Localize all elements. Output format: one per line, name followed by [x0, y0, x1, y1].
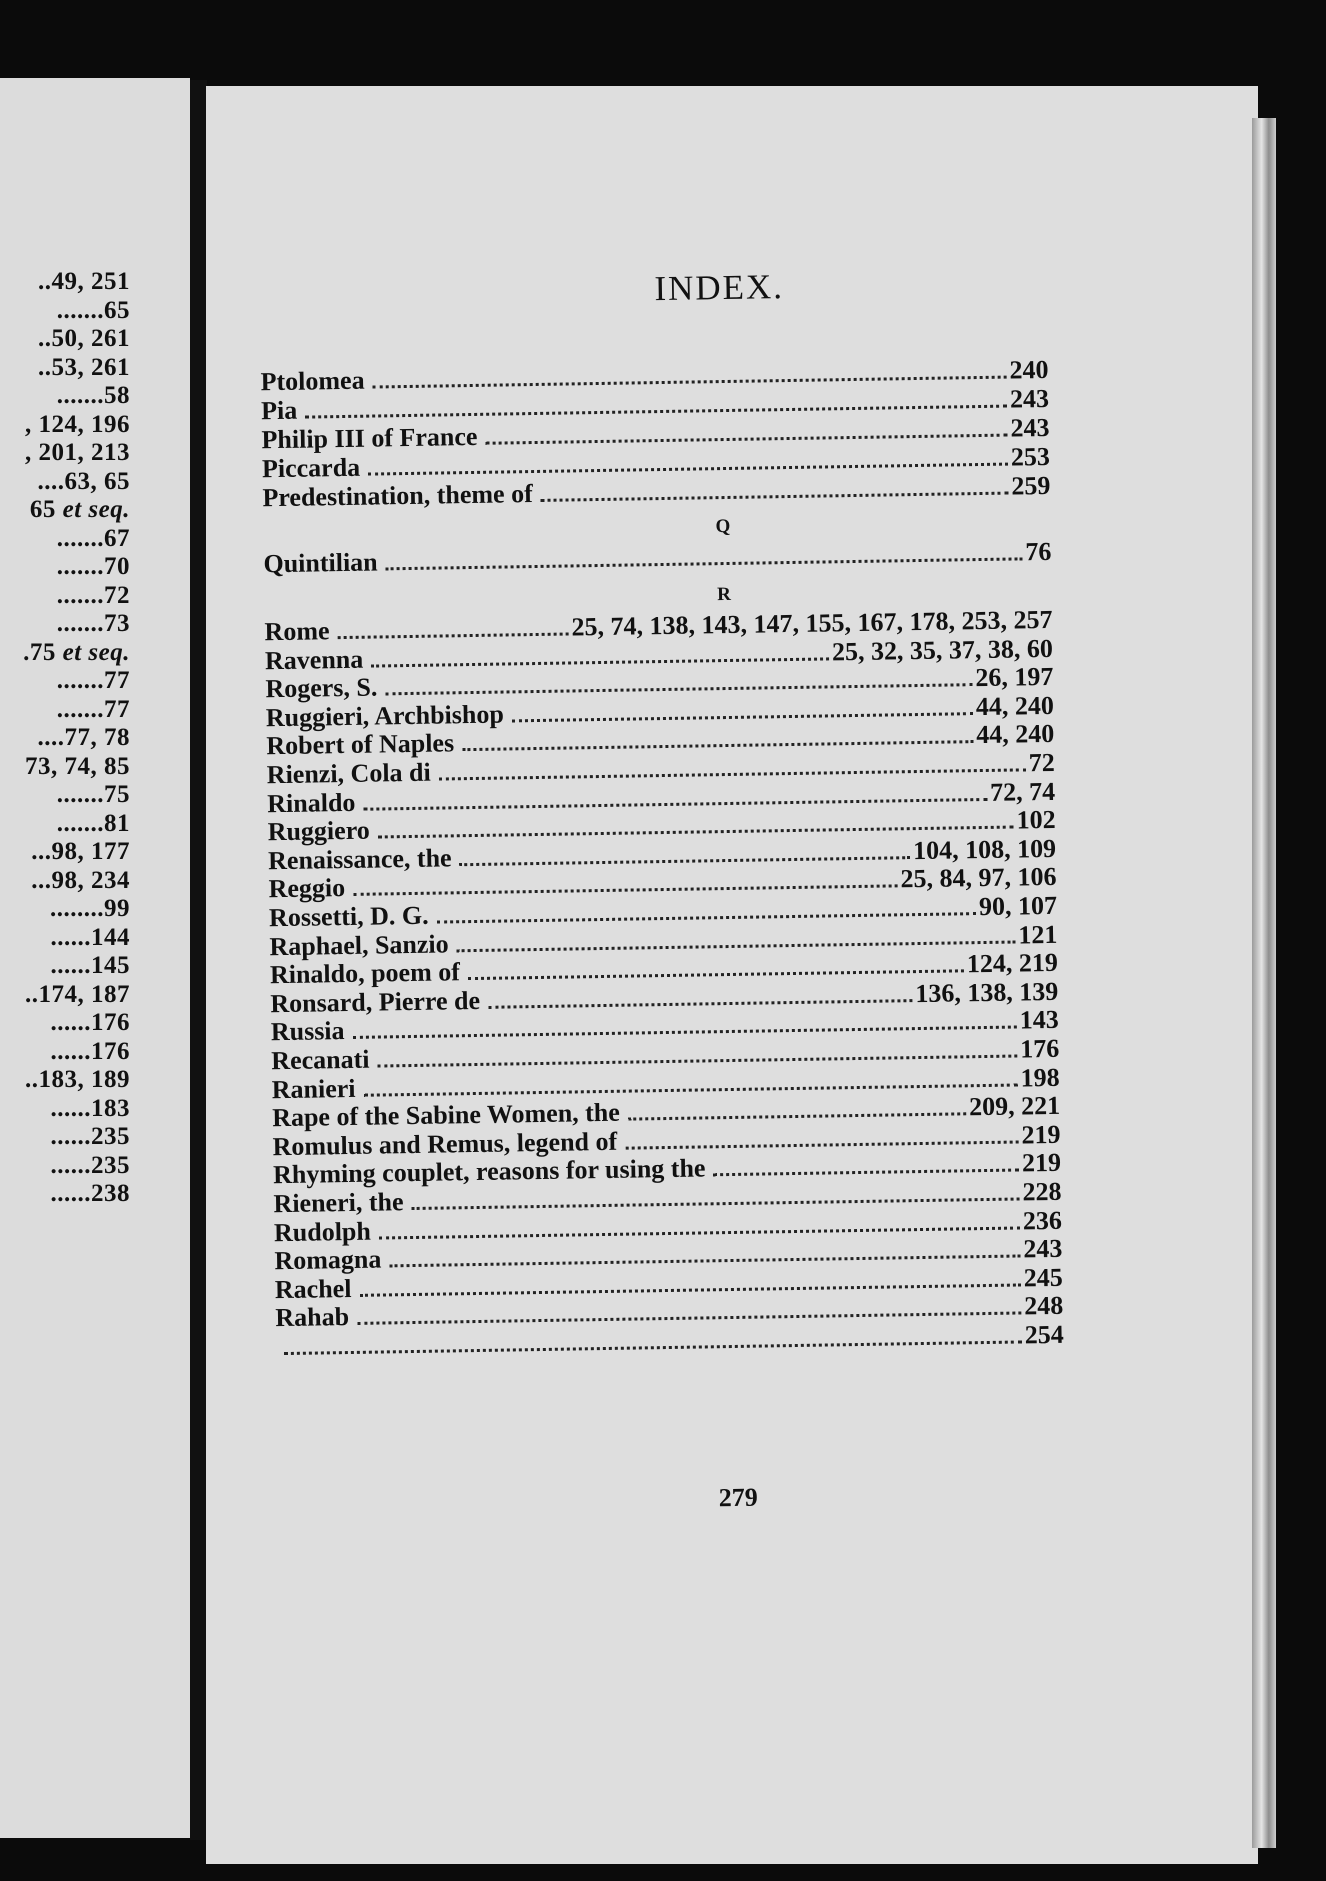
left-index-line — [51, 924, 131, 952]
section-heading-q: Q — [715, 515, 731, 538]
left-index-text: ......176 — [50, 1037, 130, 1065]
index-page-refs: 198 — [1020, 1062, 1060, 1093]
left-index-line — [31, 838, 130, 866]
index-page-refs: 240 — [1009, 354, 1049, 385]
index-term: Romagna — [274, 1244, 382, 1276]
left-index-line — [38, 268, 130, 296]
left-index-text: ......144 — [50, 923, 130, 951]
left-index-line — [25, 439, 130, 467]
index-page-refs: 104, 108, 109 — [912, 833, 1057, 865]
index-page-refs: 248 — [1024, 1291, 1064, 1321]
index-term: Recanati — [271, 1044, 370, 1076]
left-index-line — [25, 981, 130, 1009]
index-term: Philip III of France — [261, 421, 478, 455]
index-page-refs: 228 — [1022, 1176, 1062, 1207]
left-index-line — [57, 810, 130, 838]
left-index-line — [57, 297, 130, 325]
index-page-refs: 90, 107 — [978, 890, 1058, 922]
index-page-refs: 245 — [1023, 1262, 1064, 1293]
left-index-text: 65 — [29, 496, 63, 523]
index-term: Rachel — [274, 1273, 352, 1304]
left-index-text: .......67 — [56, 524, 130, 552]
left-index-line — [38, 468, 131, 496]
index-page-refs: 25, 84, 97, 106 — [900, 862, 1057, 894]
index-term: Rahab — [275, 1302, 350, 1333]
left-index-text: ......176 — [50, 1009, 130, 1036]
index-page-refs: 219 — [1021, 1119, 1061, 1150]
left-index-line — [38, 325, 130, 353]
left-index-text: .......81 — [56, 809, 130, 837]
left-index-text: .......75 — [56, 781, 130, 808]
index-term: Robert of Naples — [266, 728, 455, 761]
left-index-line — [51, 1009, 131, 1037]
index-term: Renaissance, the — [267, 843, 452, 876]
left-index-line — [57, 582, 130, 610]
right-page-content — [216, 78, 1244, 1871]
left-index-line — [38, 354, 130, 382]
index-term: Quintilian — [263, 547, 378, 579]
index-page-refs: 243 — [1023, 1234, 1063, 1264]
index-term: Rienzi, Cola di — [266, 757, 431, 790]
left-index-text: ......145 — [50, 952, 130, 979]
index-page-refs: 136, 138, 139 — [915, 976, 1059, 1008]
index-term: Rossetti, D. G. — [268, 900, 429, 933]
index-page-refs: 25, 32, 35, 37, 38, 60 — [831, 633, 1054, 666]
page-number: 279 — [718, 1482, 758, 1513]
left-index-line — [30, 496, 130, 524]
book-gutter — [190, 80, 207, 1840]
index-page-refs: 209, 221 — [968, 1091, 1061, 1122]
page-title: INDEX. — [654, 267, 785, 309]
index-term: Predestination, theme of — [262, 479, 533, 513]
index-term: Rape of the Sabine Women, the — [271, 1097, 621, 1133]
index-page-refs: 143 — [1019, 1005, 1059, 1035]
left-index-line — [51, 1095, 131, 1123]
left-index-line — [57, 382, 130, 410]
left-index-line — [57, 525, 130, 553]
index-page-refs: 253 — [1010, 441, 1051, 472]
left-index-line — [57, 553, 130, 581]
index-term: Rudolph — [273, 1216, 372, 1247]
left-index-text: ..174, 187 — [25, 980, 130, 1008]
index-term: Rome — [264, 616, 330, 647]
index-term: Rinaldo, poem of — [269, 957, 461, 990]
leader-dots — [386, 557, 1023, 570]
index-term: Ranieri — [271, 1073, 356, 1104]
leader-dots — [541, 492, 1009, 502]
left-index-line — [57, 696, 130, 724]
right-page — [206, 86, 1258, 1864]
index-term: Raphael, Sanzio — [269, 929, 449, 961]
index-term: Reggio — [268, 873, 346, 904]
left-index-line — [51, 1180, 131, 1208]
left-index-text: 73, 74, 85 — [25, 752, 130, 780]
index-page-refs: 26, 197 — [975, 662, 1054, 693]
index-term: Rogers, S. — [265, 672, 378, 704]
index-page-refs: 243 — [1010, 412, 1050, 443]
left-index-text: ......235 — [50, 1123, 130, 1150]
left-index-text: .......77 — [56, 667, 130, 694]
left-index-text: ..49, 251 — [38, 268, 130, 295]
index-term: Russia — [270, 1016, 345, 1047]
index-term: Romulus and Remus, legend of — [272, 1126, 618, 1162]
index-page-refs: 236 — [1022, 1205, 1063, 1236]
left-index-line — [51, 952, 131, 980]
page-edge — [1252, 118, 1276, 1848]
left-index-text: ......238 — [50, 1180, 130, 1207]
left-index-text: ..50, 261 — [38, 325, 130, 352]
left-index-line — [23, 639, 130, 667]
left-index-suffix: et seq. — [62, 638, 130, 666]
index-term: Rieneri, the — [273, 1187, 404, 1219]
index-page-refs: 259 — [1011, 470, 1051, 501]
left-index-line — [25, 753, 130, 781]
left-index-text: , 124, 196 — [25, 410, 130, 438]
index-term: Pia — [260, 395, 298, 426]
left-index-text: ......183 — [50, 1094, 130, 1122]
index-page-refs: 25, 74, 138, 143, 147, 155, 167, 178, 253, 257 — [571, 604, 1053, 642]
index-term: Ravenna — [264, 644, 364, 675]
left-index-text: , 201, 213 — [25, 439, 130, 466]
left-index-text: ....63, 65 — [37, 467, 130, 495]
index-page-refs: 44, 240 — [976, 719, 1055, 750]
left-index-line — [25, 1066, 130, 1094]
index-term: Ruggiero — [267, 815, 370, 847]
index-term: Ruggieri, Archbishop — [265, 699, 505, 733]
left-index-text: ....77, 78 — [37, 724, 130, 751]
left-index-line — [57, 610, 130, 638]
index-page-refs: 72, 74 — [989, 776, 1056, 807]
left-index-line — [31, 867, 130, 895]
left-index-line — [51, 1152, 131, 1180]
section-heading-r: R — [716, 583, 732, 606]
left-index-text: ..183, 189 — [25, 1066, 130, 1093]
left-index-text: .......65 — [56, 296, 130, 324]
left-index-text: .......77 — [56, 695, 130, 723]
left-page — [0, 78, 190, 1838]
index-page-refs: 124, 219 — [966, 948, 1059, 979]
index-page-refs: 176 — [1019, 1033, 1060, 1064]
index-page-refs: 72 — [1028, 747, 1055, 778]
left-index-text: .......58 — [56, 382, 130, 409]
index-page-refs: 102 — [1016, 805, 1056, 835]
index-term: Ronsard, Pierre de — [270, 985, 481, 1019]
left-index-line — [57, 667, 130, 695]
index-page-refs: 44, 240 — [975, 690, 1055, 721]
left-index-text: .......72 — [56, 581, 130, 609]
left-index-text: .......70 — [56, 553, 130, 580]
left-index-text: .......73 — [56, 610, 130, 637]
left-index-line — [38, 724, 131, 752]
left-index-text: ...98, 234 — [31, 866, 130, 894]
index-page-refs: 121 — [1018, 919, 1058, 950]
index-page-refs: 243 — [1009, 383, 1050, 414]
left-index-line — [25, 411, 130, 439]
left-index-line — [50, 895, 130, 923]
left-index-line — [57, 781, 130, 809]
left-index-text: .75 — [23, 638, 63, 666]
left-index-line — [51, 1123, 131, 1151]
index-page-refs: 219 — [1021, 1148, 1062, 1178]
index-term: Piccarda — [261, 452, 361, 484]
left-index-text: ...98, 177 — [31, 838, 130, 865]
leader-dots — [284, 1340, 1022, 1355]
index-term: Ptolomea — [260, 365, 365, 397]
left-index-text: ......235 — [50, 1151, 130, 1179]
index-page-refs: 254 — [1024, 1319, 1064, 1350]
index-term: Rhyming couplet, reasons for using the — [272, 1153, 706, 1190]
index-term: Rinaldo — [267, 787, 356, 818]
left-index-suffix: et seq. — [62, 496, 130, 523]
index-page-refs: 76 — [1025, 536, 1052, 567]
left-index-text: ..53, 261 — [38, 353, 130, 381]
left-index-text: ........99 — [50, 895, 130, 922]
left-index-line — [51, 1038, 131, 1066]
